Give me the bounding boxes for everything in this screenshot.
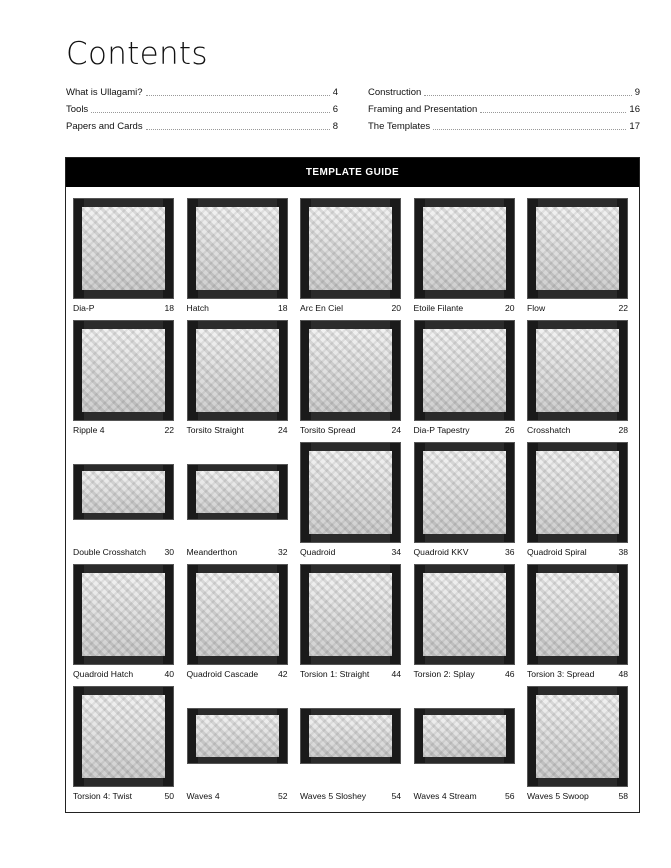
- toc-left-column: [66, 84, 338, 135]
- template-card[interactable]: [300, 320, 401, 442]
- template-page-number: 50: [164, 791, 174, 801]
- template-photo: [527, 442, 628, 543]
- template-page-number: 58: [618, 791, 628, 801]
- template-caption: [300, 547, 401, 558]
- template-card[interactable]: [187, 686, 288, 808]
- toc-leader-dots: [91, 112, 330, 113]
- template-photo: [187, 198, 288, 299]
- template-photo: [527, 686, 628, 787]
- template-photo: [300, 708, 401, 764]
- template-caption: [187, 547, 288, 558]
- template-photo: [187, 708, 288, 764]
- template-name: Torsion 3: Spread: [527, 669, 595, 679]
- template-photo: [187, 464, 288, 520]
- template-page-number: 18: [277, 303, 288, 313]
- template-page-number: 24: [277, 425, 288, 435]
- template-card[interactable]: [414, 442, 515, 564]
- template-caption: [73, 791, 174, 802]
- template-page-number: 54: [391, 791, 401, 801]
- toc-entry-title: Framing and Presentation: [368, 104, 478, 115]
- toc-leader-dots: [146, 129, 330, 130]
- template-name: Arc En Ciel: [300, 303, 343, 313]
- template-photo: [527, 198, 628, 299]
- template-page-number: 22: [618, 303, 628, 313]
- template-page-number: 30: [164, 547, 174, 557]
- template-photo: [187, 320, 288, 421]
- toc-entry-page: 8: [332, 121, 338, 132]
- template-page-number: 20: [504, 303, 515, 313]
- template-caption: [414, 303, 515, 314]
- toc-entry-page: 4: [332, 87, 338, 98]
- toc-entry[interactable]: [368, 118, 640, 135]
- template-caption: [300, 425, 401, 436]
- template-name: Double Crosshatch: [73, 547, 147, 557]
- toc-entry-title: What is Ullagami?: [66, 87, 143, 98]
- template-photo: [414, 708, 515, 764]
- template-name: Ripple 4: [73, 425, 105, 435]
- template-card[interactable]: [300, 442, 401, 564]
- template-name: Quadroid Cascade: [186, 669, 259, 679]
- template-name: Flow: [527, 303, 546, 313]
- template-page-number: 20: [391, 303, 401, 313]
- template-card[interactable]: [187, 564, 288, 686]
- template-name: Quadroid KKV: [413, 547, 469, 557]
- template-card[interactable]: [73, 564, 174, 686]
- template-name: Crosshatch: [527, 425, 571, 435]
- template-caption: [414, 791, 515, 802]
- template-page-number: 42: [277, 669, 288, 679]
- template-name: Quadroid Hatch: [73, 669, 134, 679]
- template-name: Waves 4 Stream: [413, 791, 477, 801]
- template-name: Torsito Straight: [186, 425, 244, 435]
- template-name: Waves 4: [186, 791, 220, 801]
- template-caption: [187, 669, 288, 680]
- toc-leader-dots: [424, 95, 631, 96]
- template-caption: [187, 303, 288, 314]
- template-caption: [527, 547, 628, 558]
- template-guide-panel: [65, 157, 640, 813]
- template-photo: [73, 198, 174, 299]
- template-card[interactable]: [300, 564, 401, 686]
- toc-leader-dots: [480, 112, 626, 113]
- template-page-number: 18: [164, 303, 174, 313]
- template-page-number: 24: [391, 425, 401, 435]
- template-name: Etoile Filante: [413, 303, 464, 313]
- template-card[interactable]: [73, 442, 174, 564]
- template-caption: [527, 303, 628, 314]
- template-page-number: 52: [277, 791, 288, 801]
- template-caption: [414, 425, 515, 436]
- template-caption: [187, 425, 288, 436]
- template-card[interactable]: [414, 198, 515, 320]
- toc-entry-page: 16: [629, 104, 640, 115]
- template-caption: [527, 425, 628, 436]
- toc-entry-page: 6: [332, 104, 338, 115]
- template-caption: [187, 791, 288, 802]
- template-card[interactable]: [73, 320, 174, 442]
- template-name: Torsion 1: Straight: [300, 669, 370, 679]
- template-caption: [527, 791, 628, 802]
- toc-entry-title: Tools: [66, 104, 89, 115]
- template-photo: [527, 320, 628, 421]
- template-photo: [414, 442, 515, 543]
- template-page-number: 36: [504, 547, 515, 557]
- template-photo: [73, 464, 174, 520]
- template-card[interactable]: [527, 564, 628, 686]
- template-name: Quadroid: [300, 547, 336, 557]
- template-caption: [73, 303, 174, 314]
- template-name: Waves 5 Sloshey: [300, 791, 367, 801]
- template-card[interactable]: [414, 564, 515, 686]
- toc-entry-title: The Templates: [368, 121, 431, 132]
- template-card[interactable]: [414, 320, 515, 442]
- template-name: Meanderthon: [186, 547, 238, 557]
- toc-entry[interactable]: [66, 101, 338, 118]
- toc-entry-title: Papers and Cards: [66, 121, 143, 132]
- page-title: Contents: [66, 36, 208, 72]
- template-caption: [73, 669, 174, 680]
- template-photo: [414, 198, 515, 299]
- template-caption: [300, 791, 401, 802]
- template-name: Torsion 4: Twist: [73, 791, 133, 801]
- template-page-number: 56: [504, 791, 515, 801]
- template-photo: [187, 564, 288, 665]
- template-photo: [300, 442, 401, 543]
- template-page-number: 38: [618, 547, 628, 557]
- template-page-number: 48: [618, 669, 628, 679]
- template-caption: [414, 547, 515, 558]
- template-caption: [300, 669, 401, 680]
- template-caption: [300, 303, 401, 314]
- template-page-number: 32: [277, 547, 288, 557]
- template-card[interactable]: [187, 442, 288, 564]
- template-name: Quadroid Spiral: [527, 547, 587, 557]
- template-caption: [73, 547, 174, 558]
- toc-right-column: [368, 84, 640, 135]
- template-grid: [73, 198, 628, 808]
- template-photo: [73, 320, 174, 421]
- template-photo: [414, 564, 515, 665]
- template-photo: [300, 320, 401, 421]
- template-photo: [300, 564, 401, 665]
- template-name: Dia-P Tapestry: [413, 425, 470, 435]
- toc-entry[interactable]: [66, 84, 338, 101]
- toc-entry[interactable]: [368, 101, 640, 118]
- template-photo: [300, 198, 401, 299]
- template-name: Hatch: [186, 303, 209, 313]
- template-photo: [73, 564, 174, 665]
- template-card[interactable]: [527, 198, 628, 320]
- toc-entry-title: Construction: [368, 87, 422, 98]
- template-page-number: 28: [618, 425, 628, 435]
- template-card[interactable]: [300, 198, 401, 320]
- template-caption: [527, 669, 628, 680]
- toc-entry[interactable]: [368, 84, 640, 101]
- template-name: Torsion 2: Splay: [413, 669, 475, 679]
- toc-entry-page: 17: [629, 121, 640, 132]
- template-card[interactable]: [527, 320, 628, 442]
- toc-leader-dots: [146, 95, 330, 96]
- template-card[interactable]: [527, 442, 628, 564]
- template-card[interactable]: [187, 320, 288, 442]
- template-caption: [414, 669, 515, 680]
- template-guide-header: TEMPLATE GUIDE: [66, 158, 639, 187]
- template-page-number: 26: [504, 425, 515, 435]
- template-caption: [73, 425, 174, 436]
- template-page-number: 22: [164, 425, 174, 435]
- template-page-number: 40: [164, 669, 174, 679]
- template-page-number: 46: [504, 669, 515, 679]
- template-page-number: 44: [391, 669, 401, 679]
- template-photo: [414, 320, 515, 421]
- template-name: Waves 5 Swoop: [527, 791, 589, 801]
- template-card[interactable]: [300, 686, 401, 808]
- template-card[interactable]: [414, 686, 515, 808]
- template-photo: [73, 686, 174, 787]
- toc-entry-page: 9: [634, 87, 640, 98]
- template-page-number: 34: [391, 547, 401, 557]
- template-name: Dia-P: [73, 303, 95, 313]
- template-card[interactable]: [73, 686, 174, 808]
- template-name: Torsito Spread: [300, 425, 356, 435]
- template-card[interactable]: [527, 686, 628, 808]
- template-card[interactable]: [187, 198, 288, 320]
- toc-entry[interactable]: [66, 118, 338, 135]
- template-card[interactable]: [73, 198, 174, 320]
- template-photo: [527, 564, 628, 665]
- toc-leader-dots: [433, 129, 626, 130]
